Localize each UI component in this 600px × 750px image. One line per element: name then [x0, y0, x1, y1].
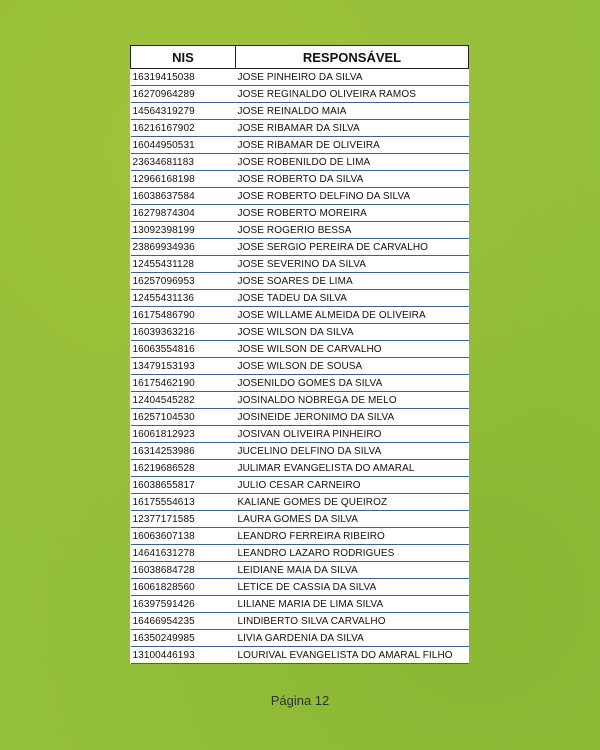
responsavel-cell: LIVIA GARDENIA DA SILVA — [236, 630, 469, 647]
responsavel-cell: LEANDRO LAZARO RODRIGUES — [236, 545, 469, 562]
table-row — [131, 273, 469, 290]
table-row — [131, 630, 469, 647]
table-row — [131, 511, 469, 528]
beneficiary-table-container — [130, 45, 469, 664]
table-row — [131, 528, 469, 545]
responsavel-cell: JOSE WILSON DE SOUSA — [236, 358, 469, 375]
table-row — [131, 188, 469, 205]
nis-cell: 16061812923 — [131, 426, 236, 443]
nis-cell: 14641631278 — [131, 545, 236, 562]
table-row — [131, 290, 469, 307]
table-row — [131, 171, 469, 188]
nis-cell: 16279874304 — [131, 205, 236, 222]
responsavel-cell: JOSE ROBENILDO DE LIMA — [236, 154, 469, 171]
responsavel-cell: JOSINALDO NOBREGA DE MELO — [236, 392, 469, 409]
table-row — [131, 205, 469, 222]
table-row — [131, 562, 469, 579]
responsavel-cell: LEANDRO FERREIRA RIBEIRO — [236, 528, 469, 545]
table-row — [131, 545, 469, 562]
nis-cell: 23634681183 — [131, 154, 236, 171]
responsavel-cell: JOSE WILLAME ALMEIDA DE OLIVEIRA — [236, 307, 469, 324]
table-row — [131, 375, 469, 392]
table-row — [131, 494, 469, 511]
nis-cell: 16216167902 — [131, 120, 236, 137]
beneficiary-table — [130, 45, 469, 664]
responsavel-cell: JOSE REGINALDO OLIVEIRA RAMOS — [236, 86, 469, 103]
nis-cell: 16219686528 — [131, 460, 236, 477]
table-row — [131, 324, 469, 341]
table-row — [131, 137, 469, 154]
responsavel-cell: JOSIVAN OLIVEIRA PINHEIRO — [236, 426, 469, 443]
nis-cell: 23869934936 — [131, 239, 236, 256]
table-row — [131, 154, 469, 171]
nis-cell: 16063554816 — [131, 341, 236, 358]
table-row — [131, 86, 469, 103]
nis-cell: 14564319279 — [131, 103, 236, 120]
table-row — [131, 307, 469, 324]
responsavel-cell: JOSE ROGERIO BESSA — [236, 222, 469, 239]
responsavel-cell: JOSENILDO GOMES DA SILVA — [236, 375, 469, 392]
nis-cell: 16175462190 — [131, 375, 236, 392]
nis-cell: 16466954235 — [131, 613, 236, 630]
nis-cell: 16063607138 — [131, 528, 236, 545]
table-row — [131, 613, 469, 630]
table-row — [131, 409, 469, 426]
responsavel-cell: JOSE SEVERINO DA SILVA — [236, 256, 469, 273]
responsavel-cell: LAURA GOMES DA SILVA — [236, 511, 469, 528]
table-row — [131, 103, 469, 120]
table-header-row — [131, 46, 469, 69]
responsavel-cell: JOSE ROBERTO DELFINO DA SILVA — [236, 188, 469, 205]
nis-cell: 16319415038 — [131, 69, 236, 86]
responsavel-column-header: RESPONSÁVEL — [236, 46, 469, 69]
nis-cell: 16350249985 — [131, 630, 236, 647]
nis-cell: 16270964289 — [131, 86, 236, 103]
nis-cell: 16038637584 — [131, 188, 236, 205]
nis-cell: 12455431128 — [131, 256, 236, 273]
responsavel-cell: JULIMAR EVANGELISTA DO AMARAL — [236, 460, 469, 477]
responsavel-cell: JUCELINO DELFINO DA SILVA — [236, 443, 469, 460]
nis-cell: 16038684728 — [131, 562, 236, 579]
responsavel-cell: JOSE RIBAMAR DE OLIVEIRA — [236, 137, 469, 154]
nis-column-header: NIS — [131, 46, 236, 69]
nis-cell: 16257096953 — [131, 273, 236, 290]
table-row — [131, 341, 469, 358]
nis-cell: 16175554613 — [131, 494, 236, 511]
responsavel-cell: JOSE ROBERTO MOREIRA — [236, 205, 469, 222]
responsavel-cell: JULIO CESAR CARNEIRO — [236, 477, 469, 494]
table-row — [131, 596, 469, 613]
responsavel-cell: JOSE PINHEIRO DA SILVA — [236, 69, 469, 86]
nis-cell: 13092398199 — [131, 222, 236, 239]
table-row — [131, 460, 469, 477]
table-row — [131, 358, 469, 375]
nis-cell: 16039363216 — [131, 324, 236, 341]
nis-cell: 13100446193 — [131, 647, 236, 664]
nis-cell: 12404545282 — [131, 392, 236, 409]
responsavel-cell: JOSE REINALDO MAIA — [236, 103, 469, 120]
nis-cell: 16038655817 — [131, 477, 236, 494]
table-body — [131, 69, 469, 664]
nis-cell: 16061828560 — [131, 579, 236, 596]
nis-cell: 16397591426 — [131, 596, 236, 613]
table-row — [131, 222, 469, 239]
nis-cell: 13479153193 — [131, 358, 236, 375]
table-row — [131, 477, 469, 494]
responsavel-cell: LOURIVAL EVANGELISTA DO AMARAL FILHO — [236, 647, 469, 664]
table-row — [131, 392, 469, 409]
nis-cell: 16257104530 — [131, 409, 236, 426]
nis-cell: 16175486790 — [131, 307, 236, 324]
table-row — [131, 256, 469, 273]
nis-cell: 12377171585 — [131, 511, 236, 528]
responsavel-cell: JOSE ROBERTO DA SILVA — [236, 171, 469, 188]
responsavel-cell: JOSINEIDE JERONIMO DA SILVA — [236, 409, 469, 426]
responsavel-cell: JOSE TADEU DA SILVA — [236, 290, 469, 307]
table-row — [131, 426, 469, 443]
nis-cell: 12966168198 — [131, 171, 236, 188]
responsavel-cell: KALIANE GOMES DE QUEIROZ — [236, 494, 469, 511]
table-row — [131, 579, 469, 596]
responsavel-cell: JOSE WILSON DA SILVA — [236, 324, 469, 341]
responsavel-cell: LILIANE MARIA DE LIMA SILVA — [236, 596, 469, 613]
responsavel-cell: LINDIBERTO SILVA CARVALHO — [236, 613, 469, 630]
responsavel-cell: JOSE SERGIO PEREIRA DE CARVALHO — [236, 239, 469, 256]
responsavel-cell: JOSE SOARES DE LIMA — [236, 273, 469, 290]
table-row — [131, 69, 469, 86]
table-row — [131, 647, 469, 664]
responsavel-cell: JOSE RIBAMAR DA SILVA — [236, 120, 469, 137]
nis-cell: 12455431136 — [131, 290, 236, 307]
table-row — [131, 239, 469, 256]
nis-cell: 16044950531 — [131, 137, 236, 154]
responsavel-cell: LEIDIANE MAIA DA SILVA — [236, 562, 469, 579]
table-row — [131, 120, 469, 137]
responsavel-cell: LETICE DE CASSIA DA SILVA — [236, 579, 469, 596]
page-number: Página 12 — [270, 693, 330, 708]
responsavel-cell: JOSE WILSON DE CARVALHO — [236, 341, 469, 358]
table-row — [131, 443, 469, 460]
nis-cell: 16314253986 — [131, 443, 236, 460]
